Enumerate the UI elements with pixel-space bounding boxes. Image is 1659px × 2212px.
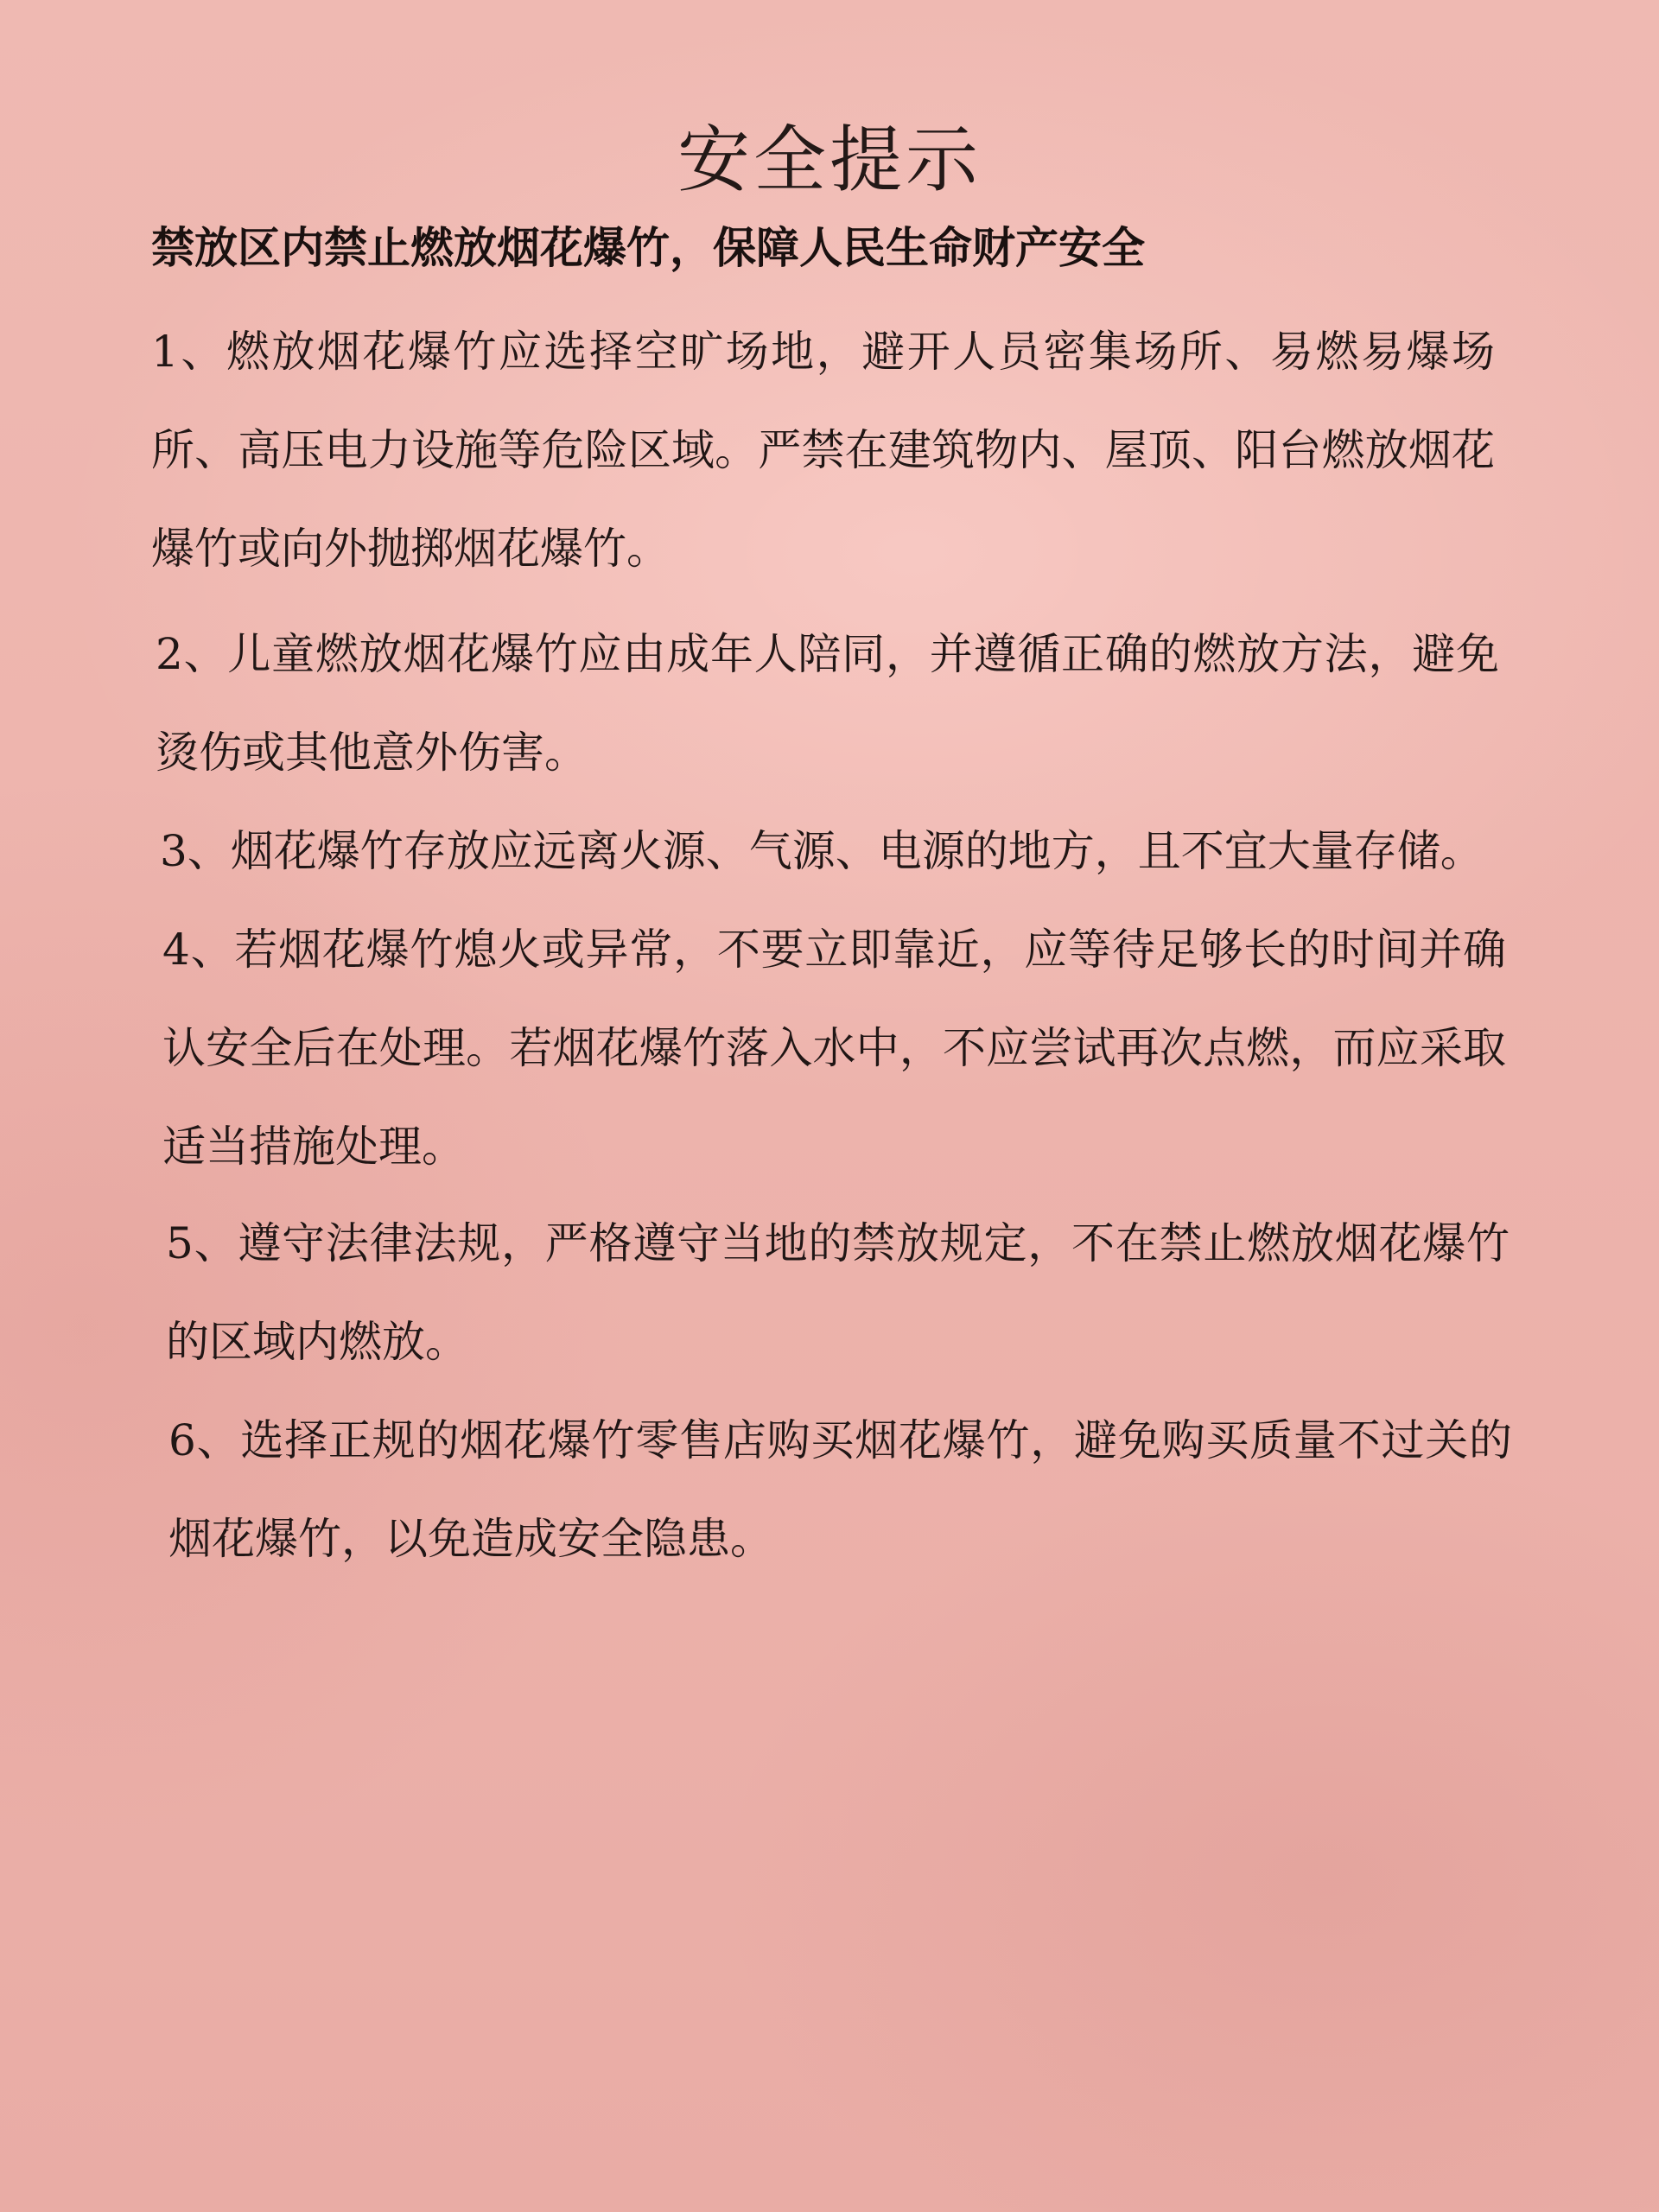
safety-item-3: 3、烟花爆竹存放应远离火源、气源、电源的地方，且不宜大量存储。 [160, 826, 1484, 876]
notice-subtitle: 禁放区内禁止燃放烟花爆竹，保障人民生命财产安全 [151, 223, 1145, 273]
safety-item-1: 1、燃放烟花爆竹应选择空旷场地，避开人员密集场所、易燃易爆场所、高压电力设施等危险区域。严禁在建筑物内、屋顶、阳台燃放烟花爆竹或向外抛掷烟花爆竹。 [151, 327, 1495, 574]
safety-item-5: 5、遵守法律法规，严格遵守当地的禁放规定，不在禁止燃放烟花爆竹的区域内燃放。 [166, 1218, 1510, 1367]
safety-item-6: 6、选择正规的烟花爆竹零售店购买烟花爆竹，避免购买质量不过关的烟花爆竹，以免造成安全隐患。 [168, 1415, 1512, 1564]
notice-title: 安全提示 [677, 118, 982, 202]
safety-item-4: 4、若烟花爆竹熄火或异常，不要立即靠近，应等待足够长的时间并确认安全后在处理。若烟花爆竹落入水中，不应尝试再次点燃，而应采取适当措施处理。 [162, 925, 1506, 1172]
safety-item-2: 2、儿童燃放烟花爆竹应由成年人陪同，并遵循正确的燃放方法，避免烫伤或其他意外伤害。 [156, 629, 1499, 778]
